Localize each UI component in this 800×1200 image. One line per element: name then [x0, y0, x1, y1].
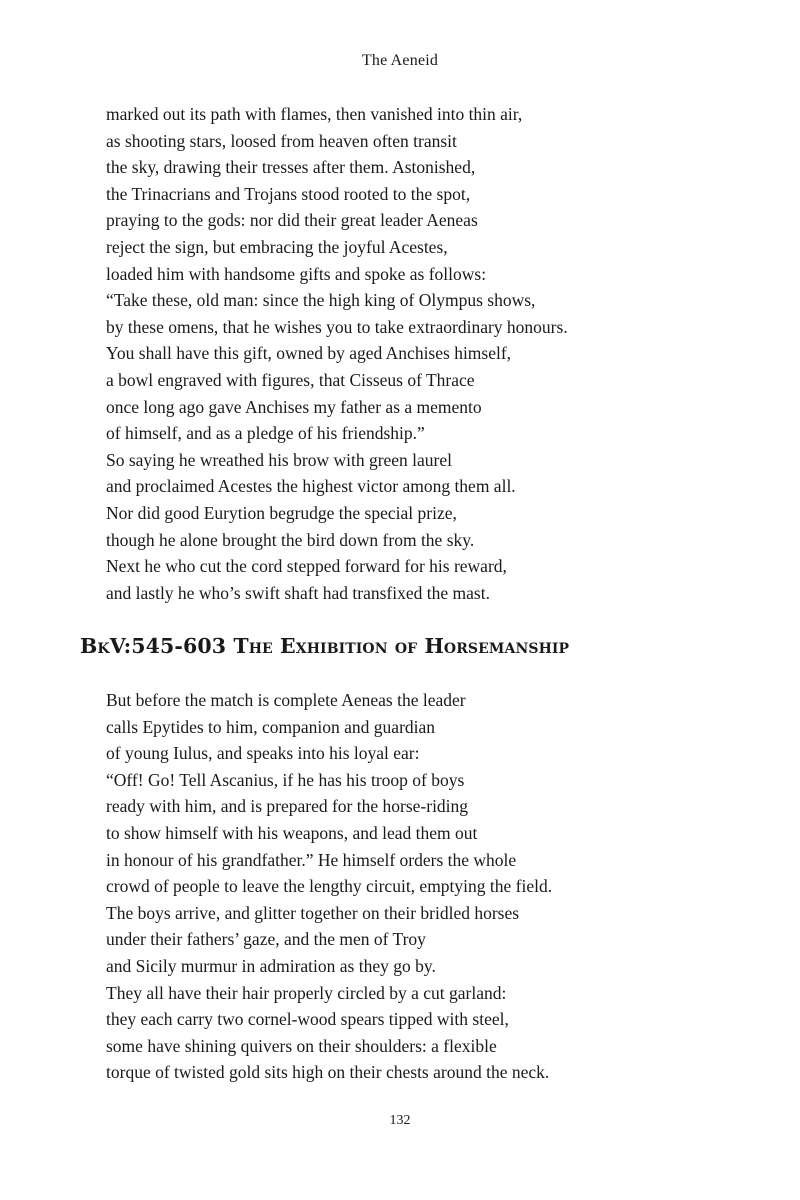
verse-block-top [106, 101, 766, 606]
verse-line: marked out its path with flames, then vanished into thin air, [106, 104, 523, 124]
verse-line: they each carry two cornel-wood spears tipped with steel, [106, 1009, 509, 1030]
verse-line: of young Iulus, and speaks into his loyal ear: [106, 743, 420, 764]
verse-line: and lastly he who’s swift shaft had transfixed the mast. [106, 582, 490, 603]
verse-line: and Sicily murmur in admiration as they go by. [106, 955, 436, 976]
verse-line: Nor did good Eurytion begrudge the special prize, [106, 502, 457, 523]
verse-line: under their fathers’ gaze, and the men of Troy [106, 929, 426, 950]
verse-line: in honour of his grandfather.” He himself orders the whole [106, 849, 517, 870]
section-heading: BkV:545-603 The Exhibition of Horsemanship [80, 634, 570, 658]
verse-line: praying to the gods: nor did their great leader Aeneas [106, 210, 478, 231]
verse-line: loaded him with handsome gifts and spoke as follows: [106, 263, 487, 284]
verse-line: as shooting stars, loosed from heaven often transit [106, 130, 457, 151]
verse-line: though he alone brought the bird down from the sky. [106, 529, 475, 550]
verse-line: “Off! Go! Tell Ascanius, if he has his troop of boys [106, 769, 465, 790]
verse-line: But before the match is complete Aeneas the leader [106, 690, 466, 710]
verse-line: ready with him, and is prepared for the horse-riding [106, 796, 469, 817]
verse-line: They all have their hair properly circled by a cut garland: [106, 982, 507, 1003]
verse-line: The boys arrive, and glitter together on their bridled horses [106, 902, 520, 923]
verse-line: and proclaimed Acestes the highest victor among them all. [106, 476, 516, 497]
verse-line: reject the sign, but embracing the joyful Acestes, [106, 236, 448, 257]
verse-line: You shall have this gift, owned by aged Anchises himself, [106, 343, 512, 364]
verse-line: by these omens, that he wishes you to take extraordinary honours. [106, 316, 568, 337]
verse-line: a bowl engraved with figures, that Cisseus of Thrace [106, 369, 475, 390]
verse-line: So saying he wreathed his brow with green laurel [106, 449, 453, 470]
verse-line: to show himself with his weapons, and lead them out [106, 822, 478, 843]
verse-line: the Trinacrians and Trojans stood rooted to the spot, [106, 183, 471, 204]
verse-line: some have shining quivers on their shoulders: a flexible [106, 1035, 497, 1056]
verse-block-bottom [106, 687, 766, 1086]
verse-line: “Take these, old man: since the high king of Olympus shows, [106, 290, 536, 311]
verse-line: crowd of people to leave the lengthy circuit, emptying the field. [106, 876, 553, 897]
running-header: The Aeneid [361, 52, 439, 69]
page-number: 132 [389, 1113, 411, 1128]
verse-line: the sky, drawing their tresses after them. Astonished, [106, 157, 476, 178]
verse-line: calls Epytides to him, companion and guardian [106, 716, 436, 737]
verse-line: torque of twisted gold sits high on their chests around the neck. [106, 1062, 550, 1083]
verse-line: once long ago gave Anchises my father as a memento [106, 396, 482, 417]
verse-line: Next he who cut the cord stepped forward for his reward, [106, 556, 507, 577]
verse-line: of himself, and as a pledge of his friendship.” [106, 423, 425, 444]
